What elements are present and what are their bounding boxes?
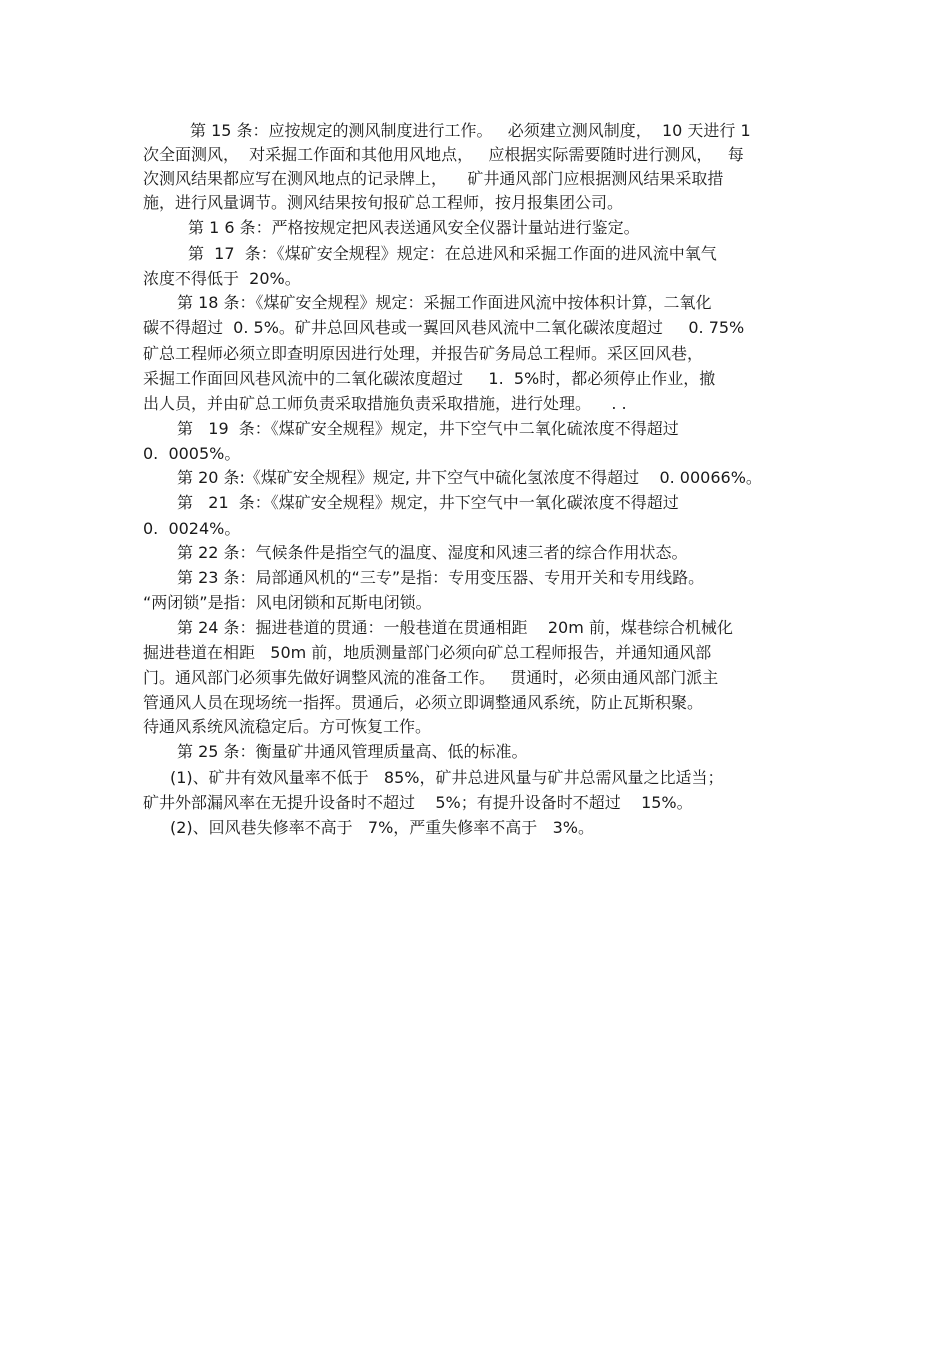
- text-line: 第 18 条：《煤矿安全规程》规定：采掘工作面进风流中按体积计算，二氧化: [177, 293, 712, 312]
- text-line: “两闭锁”是指：风电闭锁和瓦斯电闭锁。: [143, 593, 432, 612]
- text-line: (2)、回风巷失修率不高于 7%，严重失修率不高于 3%。: [170, 818, 594, 837]
- text-line: 第 17 条：《煤矿安全规程》规定：在总进风和采掘工作面的进风流中氧气: [188, 244, 717, 263]
- text-line: (1)、矿井有效风量率不低于 85%，矿井总进风量与矿井总需风量之比适当；: [170, 768, 724, 787]
- text-line: 施，进行风量调节。测风结果按旬报矿总工程师，按月报集团公司。: [143, 193, 624, 212]
- text-line: 次测风结果都应写在测风地点的记录牌上， 矿井通风部门应根据测风结果采取措: [143, 169, 724, 188]
- text-line: 第 22 条：气候条件是指空气的温度、湿度和风速三者的综合作用状态。: [177, 543, 688, 562]
- text-line: 矿井外部漏风率在无提升设备时不超过 5%；有提升设备时不超过 15%。: [143, 793, 693, 812]
- text-line: 第 19 条：《煤矿安全规程》规定，井下空气中二氧化硫浓度不得超过: [177, 419, 679, 438]
- text-line: 浓度不得低于 20%。: [143, 269, 301, 288]
- text-line: 出人员，并由矿总工师负责采取措施负责采取措施，进行处理。 . .: [143, 394, 627, 413]
- text-line: 第 15 条：应按规定的测风制度进行工作。 必须建立测风制度， 10 天进行 1: [190, 121, 751, 140]
- text-line: 掘进巷道在相距 50m 前，地质测量部门必须向矿总工程师报告，并通知通风部: [143, 643, 712, 662]
- text-line: 第 23 条：局部通风机的“三专”是指：专用变压器、专用开关和专用线路。: [177, 568, 705, 587]
- text-line: 第 1 6 条：严格按规定把风表送通风安全仪器计量站进行鉴定。: [188, 218, 640, 237]
- text-line: 第 20 条:《煤矿安全规程》规定, 井下空气中硫化氢浓度不得超过 0. 00066%。: [177, 468, 762, 487]
- text-line: 0. 0024%。: [143, 519, 241, 538]
- text-line: 管通风人员在现场统一指挥。贯通后，必须立即调整通风系统，防止瓦斯积聚。: [143, 693, 704, 712]
- text-line: 第 24 条：掘进巷道的贯通：一般巷道在贯通相距 20m 前，煤巷综合机械化: [177, 618, 733, 637]
- text-line: 碳不得超过 0. 5%。矿井总回风巷或一翼回风巷风流中二氧化碳浓度超过 0. 75%: [143, 318, 745, 337]
- text-line: 采掘工作面回风巷风流中的二氧化碳浓度超过 1. 5%时，都必须停止作业，撤: [143, 369, 716, 388]
- text-line: 次全面测风， 对采掘工作面和其他用风地点， 应根据实际需要随时进行测风， 每: [143, 145, 744, 164]
- text-line: 第 25 条：衡量矿井通风管理质量高、低的标准。: [177, 742, 528, 761]
- text-line: 矿总工程师必须立即查明原因进行处理，并报告矿务局总工程师。采区回风巷，: [143, 344, 704, 363]
- text-line: 门。通风部门必须事先做好调整风流的准备工作。 贯通时，必须由通风部门派主: [143, 668, 719, 687]
- text-line: 第 21 条：《煤矿安全规程》规定，井下空气中一氧化碳浓度不得超过: [177, 493, 679, 512]
- text-line: 0. 0005%。: [143, 444, 241, 463]
- text-line: 待通风系统风流稳定后。方可恢复工作。: [143, 717, 432, 736]
